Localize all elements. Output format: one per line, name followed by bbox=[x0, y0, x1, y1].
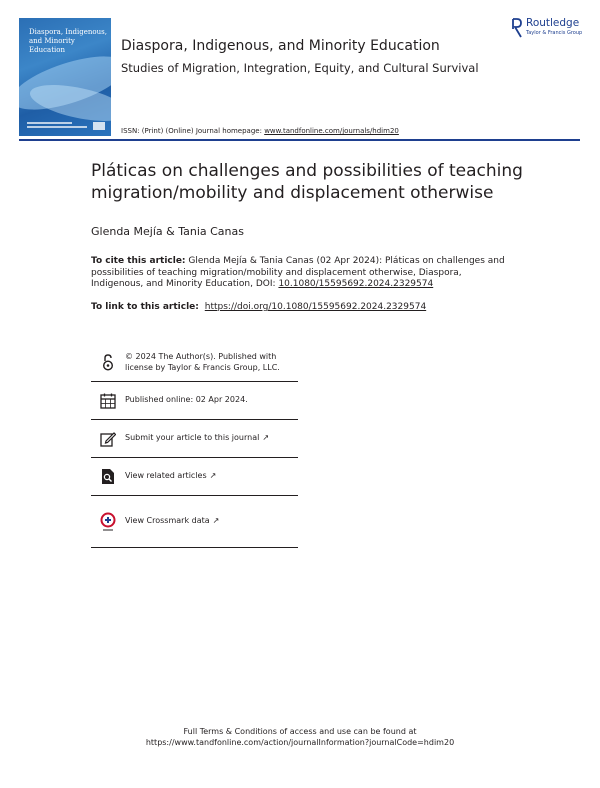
citation-text: Glenda Mejía & Tania Canas (02 Apr 2024): Pláticas on challenges and possibilities of teaching migration/mobility and displacement otherwise, Diaspora, Indigenous, and Minority Education, DOI: bbox=[91, 256, 505, 289]
crossmark-label: View Crossmark data bbox=[125, 516, 210, 526]
article-link-line bbox=[91, 302, 426, 312]
publisher-name: Routledge bbox=[526, 17, 580, 29]
cover-title: Diaspora, Indigenous, and Minority Education bbox=[29, 28, 107, 54]
cover-meta-line bbox=[27, 122, 72, 124]
submit-article-link[interactable] bbox=[125, 433, 269, 444]
calendar-icon bbox=[100, 392, 116, 410]
article-doi-url[interactable]: https://doi.org/10.1080/15595692.2024.2329574 bbox=[204, 302, 427, 312]
cover-logo bbox=[93, 122, 105, 130]
submit-article-label: Submit your article to this journal bbox=[125, 433, 260, 443]
link-label: To link to this article: bbox=[91, 302, 199, 312]
citation-label: To cite this article: bbox=[91, 256, 186, 266]
external-link-icon: ↗ bbox=[262, 433, 270, 443]
related-search-icon bbox=[100, 468, 116, 486]
crossmark-link[interactable] bbox=[125, 516, 219, 527]
journal-homepage-link[interactable]: www.tandfonline.com/journals/hdim20 bbox=[264, 127, 399, 135]
journal-subtitle: Studies of Migration, Integration, Equity, and Cultural Survival bbox=[121, 61, 479, 75]
article-info-list bbox=[91, 344, 298, 548]
related-articles-item[interactable] bbox=[91, 458, 298, 496]
footer-terms-text: Full Terms & Conditions of access and use can be found at bbox=[183, 727, 417, 736]
footer-terms-link[interactable]: https://www.tandfonline.com/action/journalInformation?journalCode=hdim20 bbox=[145, 738, 455, 747]
footer-terms bbox=[0, 726, 600, 748]
cover-meta-line bbox=[27, 126, 87, 128]
issn-label: ISSN: (Print) (Online) Journal homepage: bbox=[121, 127, 262, 135]
external-link-icon: ↗ bbox=[209, 471, 217, 481]
open-access-lock-icon bbox=[100, 354, 116, 372]
routledge-r-icon bbox=[512, 17, 522, 39]
published-date-text: Published online: 02 Apr 2024. bbox=[125, 395, 248, 405]
crossmark-icon bbox=[100, 513, 116, 531]
journal-title[interactable]: Diaspora, Indigenous, and Minority Education bbox=[121, 38, 440, 54]
article-title: Pláticas on challenges and possibilities of teaching migration/mobility and displacement otherwise bbox=[91, 161, 523, 203]
journal-cover-image bbox=[19, 18, 111, 136]
submit-article-item[interactable] bbox=[91, 420, 298, 458]
issn-line bbox=[121, 127, 399, 135]
header-divider bbox=[19, 139, 580, 141]
edit-icon bbox=[100, 430, 116, 448]
publisher-subtitle: Taylor & Francis Group bbox=[526, 30, 583, 36]
license-text: © 2024 The Author(s). Published with license by Taylor & Francis Group, LLC. bbox=[125, 352, 280, 372]
citation-block bbox=[91, 256, 511, 291]
crossmark-item[interactable] bbox=[91, 496, 298, 548]
license-item bbox=[91, 344, 298, 382]
external-link-icon: ↗ bbox=[212, 516, 220, 526]
article-authors: Glenda Mejía & Tania Canas bbox=[91, 225, 244, 238]
publisher-logo bbox=[512, 17, 592, 41]
related-articles-link[interactable] bbox=[125, 471, 216, 482]
doi-link[interactable]: 10.1080/15595692.2024.2329574 bbox=[278, 279, 434, 289]
related-articles-label: View related articles bbox=[125, 471, 207, 481]
published-item bbox=[91, 382, 298, 420]
